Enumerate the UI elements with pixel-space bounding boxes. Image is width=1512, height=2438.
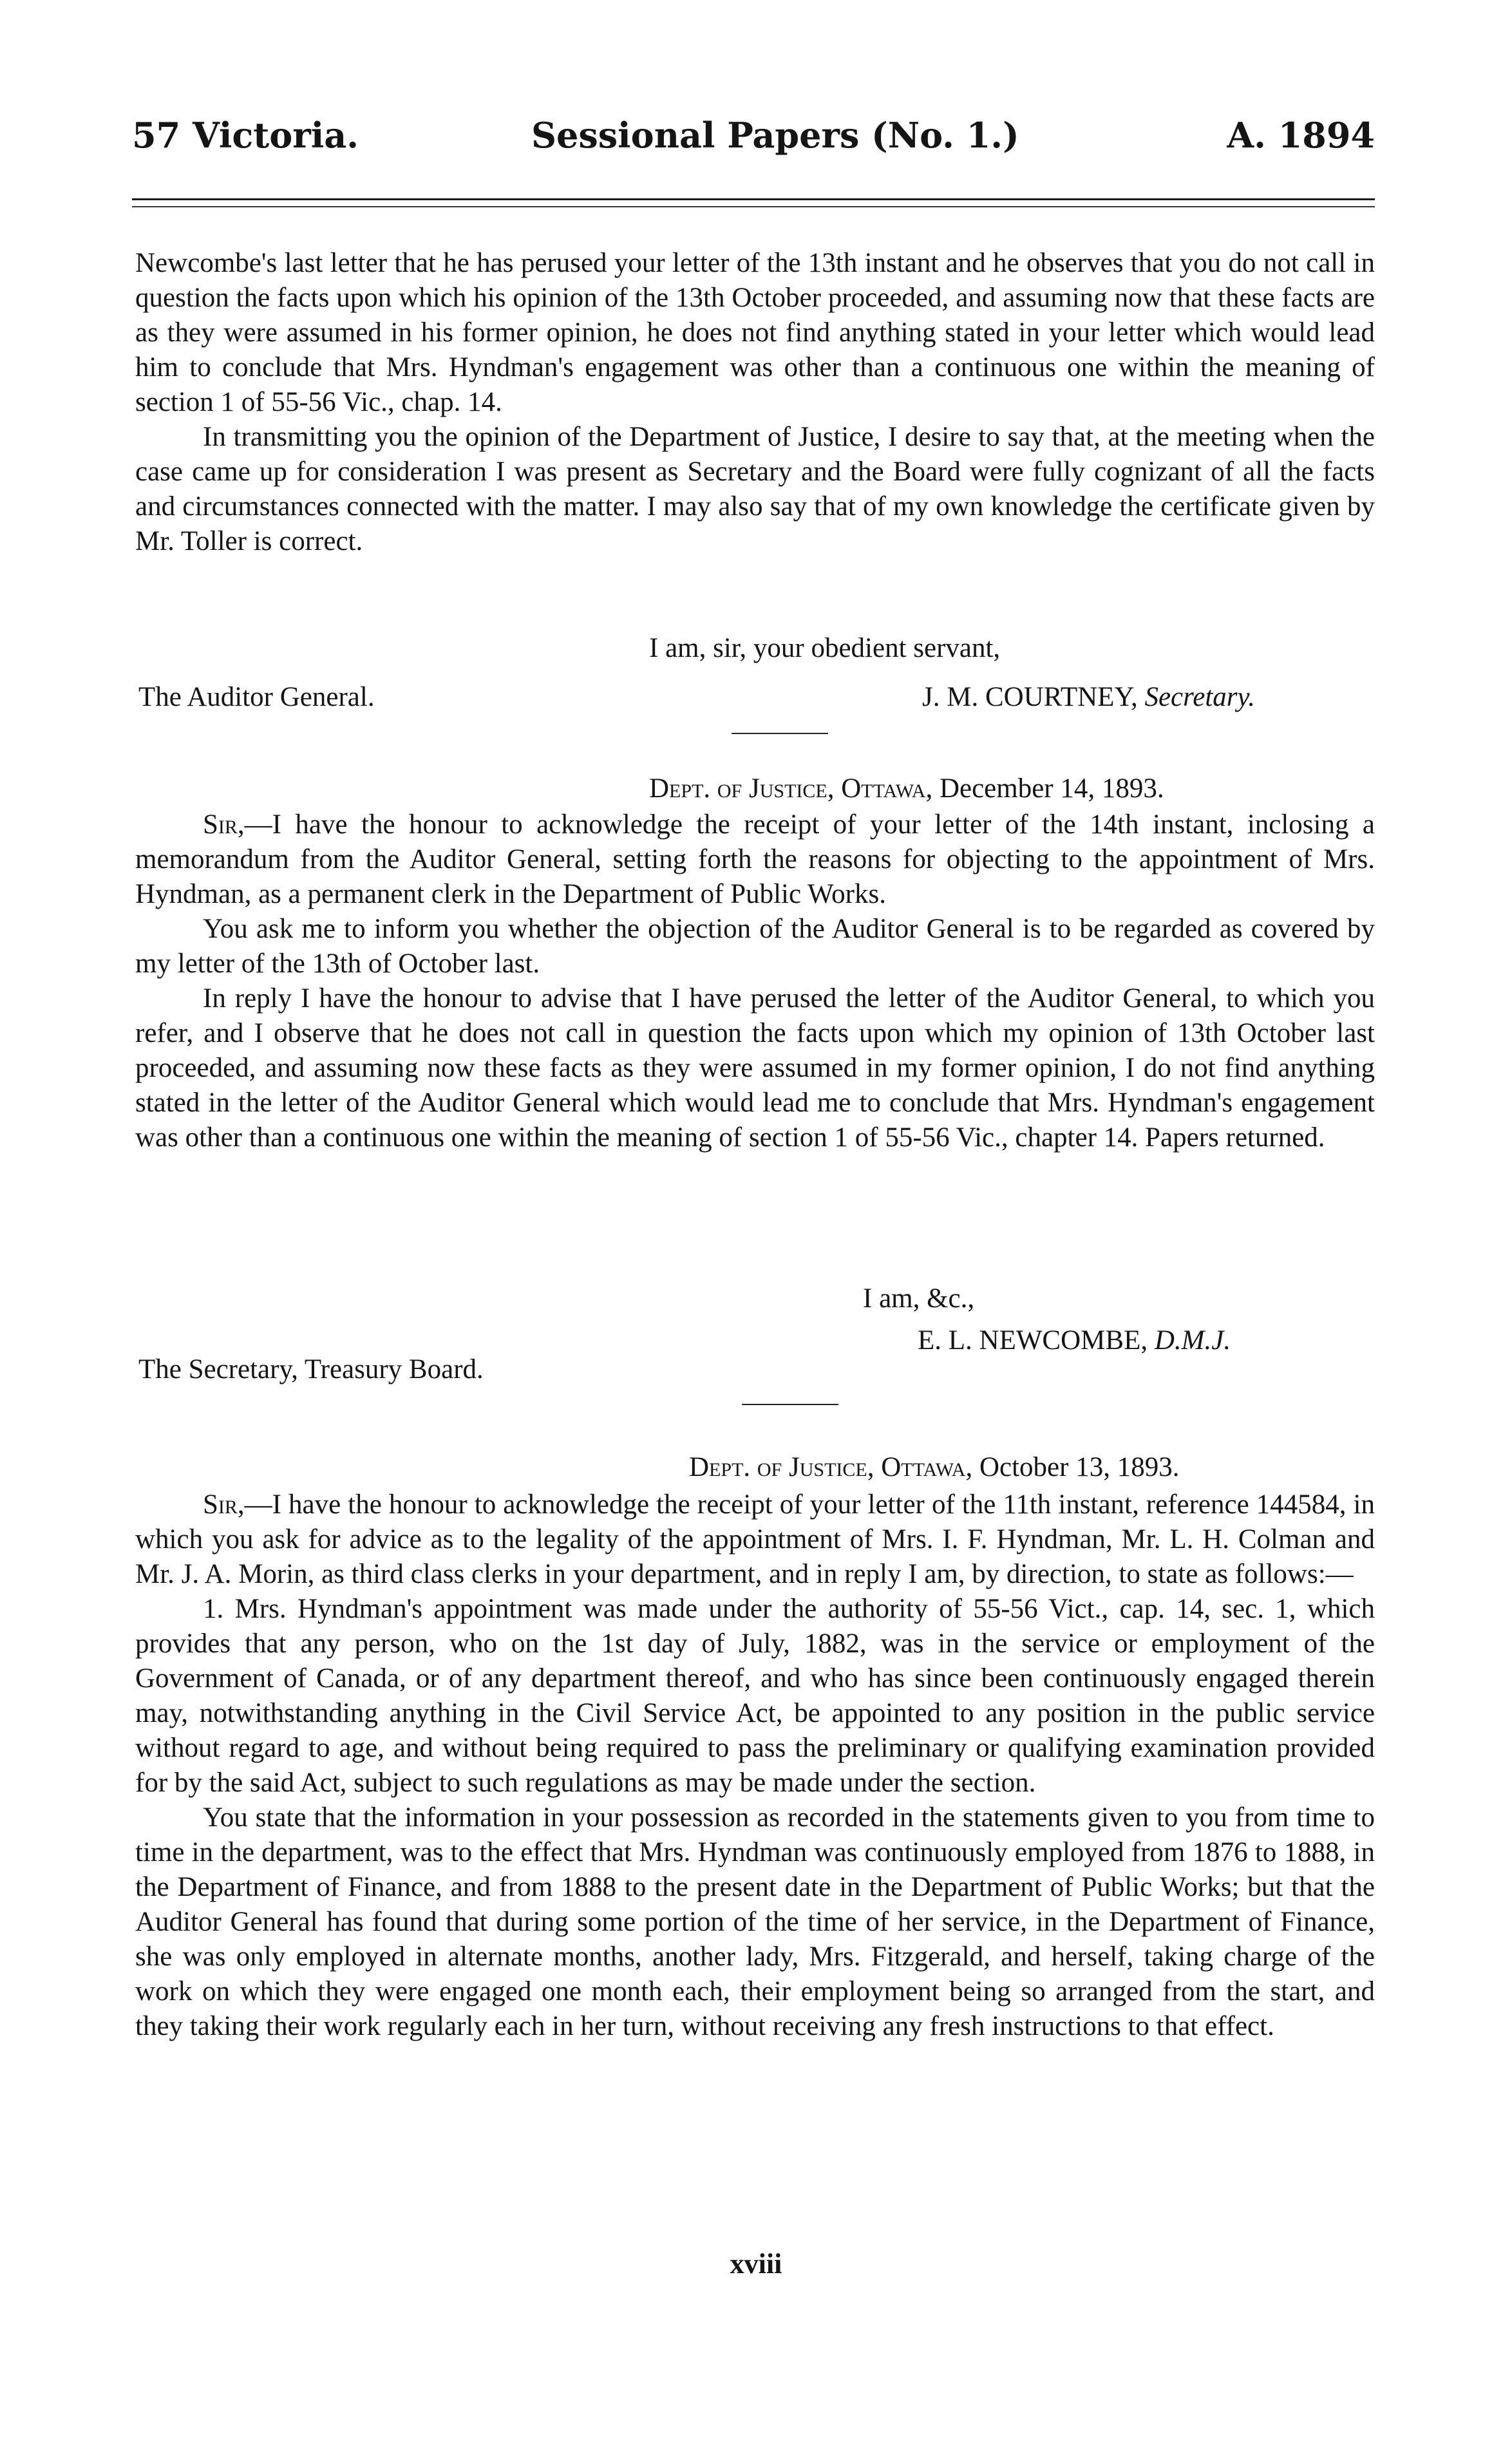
header-title: Sessional Papers (No. 1.) — [531, 115, 1019, 156]
signature-title: D.M.J. — [1154, 1325, 1231, 1356]
header-rule-bottom — [132, 206, 1375, 207]
dateline — [689, 1450, 1179, 1485]
closing-line: I am, sir, your obedient servant, — [649, 633, 1001, 663]
salutation: Sir, — [203, 1489, 245, 1520]
paragraph — [135, 1488, 1375, 1592]
header-volume: 57 Victoria. — [132, 115, 359, 156]
dateline-date: December 14, 1893. — [939, 773, 1164, 804]
dateline-dept: Dept. of Justice, Ottawa, — [689, 1452, 973, 1482]
closing-line: I am, &c., — [863, 1283, 975, 1314]
header-year: A. 1894 — [1227, 115, 1375, 156]
dateline-dept: Dept. of Justice, Ottawa, — [649, 773, 933, 804]
paragraph-text: —I have the honour to acknowledge the receipt of your letter of the 14th instant, inclosing a memorandum from the Auditor General, setting forth the reasons for objecting to the appointment of Mrs. Hyndman, as a permanent clerk in the Department of Public Works. — [135, 809, 1375, 909]
letter-newcombe-october — [135, 1488, 1375, 2044]
addressee: The Auditor General. — [138, 682, 375, 712]
paragraph: In transmitting you the opinion of the Department of Justice, I desire to say that, at the meeting when the case came up for consideration I was present as Secretary and the Board were fully cognizant of all the facts and circumstances connected with the matter. I may also say that of my own knowledge the certificate given by Mr. Toller is correct. — [135, 422, 1375, 556]
dateline — [649, 771, 1164, 806]
paragraph: Newcombe's last letter that he has perused your letter of the 13th instant and he observes that you do not call in question the facts upon which his opinion of the 13th October proceeded, and assuming now that these facts are as they were assumed in his former opinion, he does not find anything stated in your letter which would lead him to conclude that Mrs. Hyndman's engagement was other than a continuous one within the meaning of section 1 of 55-56 Vic., chap. 14. — [135, 248, 1375, 417]
signature — [918, 1323, 1231, 1358]
letter-newcombe-december — [135, 808, 1375, 1155]
dateline-date: October 13, 1893. — [979, 1452, 1180, 1482]
signature-name: J. M. COURTNEY, — [922, 682, 1138, 712]
paragraph: You ask me to inform you whether the objection of the Auditor General is to be regarded as covered by my letter of the 13th of October last. — [135, 914, 1375, 979]
separator-rule — [732, 733, 828, 734]
header-rule-top — [132, 198, 1375, 200]
paragraph — [135, 808, 1375, 912]
signature-name: E. L. NEWCOMBE, — [918, 1325, 1148, 1356]
paragraph: You state that the information in your possession as recorded in the statements given to you from time to time in the department, was to the effect that Mrs. Hyndman was continuously employed from 1876 to 1888, in the Department of Finance, and from 1888 to the present date in the Department of Public Works; but that the Auditor General has found that during some portion of the time of her service, in the Department of Finance, she was only employed in alternate months, another lady, Mrs. Fitzgerald, and herself, taking charge of the work on which they were engaged one month each, their employment being so arranged from the start, and they taking their work regularly each in her turn, without receiving any fresh instructions to that effect. — [135, 1802, 1375, 2041]
paragraph: In reply I have the honour to advise that I have perused the letter of the Auditor General, to which you refer, and I observe that he does not call in question the facts upon which my opinion of 13th October last proceeded, and assuming now these facts as they were assumed in my former opinion, I do not find anything stated in the letter of the Auditor General which would lead me to conclude that Mrs. Hyndman's engagement was other than a continuous one within the meaning of section 1 of 55-56 Vic., chapter 14. Papers returned. — [135, 983, 1375, 1153]
signature-title: Secretary. — [1144, 682, 1255, 712]
page-number: xviii — [730, 2248, 782, 2280]
paragraph: 1. Mrs. Hyndman's appointment was made under the authority of 55-56 Vict., cap. 14, sec. 1, which provides that any person, who on the 1st day of July, 1882, was in the service or employment of the Government of Canada, or of any department thereof, and who has since been continuously engaged therein may, notwithstanding anything in the Civil Service Act, be appointed to any position in the public service without regard to age, and without being required to pass the preliminary or qualifying examination provided for by the said Act, subject to such regulations as may be made under the section. — [135, 1594, 1375, 1798]
salutation: Sir, — [203, 809, 245, 840]
letter-courtney — [135, 246, 1375, 559]
addressee: The Secretary, Treasury Board. — [138, 1354, 484, 1384]
running-header — [132, 115, 1375, 179]
separator-rule — [742, 1404, 838, 1405]
paragraph-text: —I have the honour to acknowledge the receipt of your letter of the 11th instant, reference 144584, in which you ask for advice as to the legality of the appointment of Mrs. I. F. Hyndman, Mr. L. H. Colman and Mr. J. A. Morin, as third class clerks in your department, and in reply I am, by direction, to state as follows:— — [135, 1489, 1375, 1589]
signature — [922, 680, 1255, 715]
